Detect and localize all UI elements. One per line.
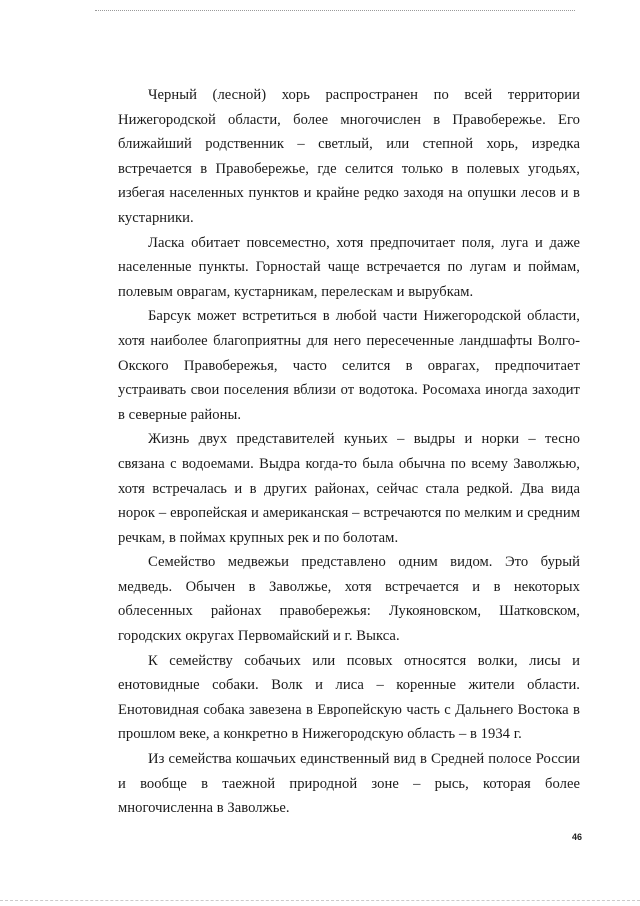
document-body xyxy=(118,83,580,821)
paragraph-ferrets: Черный (лесной) хорь распространен по всей территории Нижегородской области, более многочислен в Правобережье. Его ближайший родственник – светлый, или степной хорь, изредка встречается в Правобережье, где селится только в полевых угодьях, избегая населенных пунктов и крайне редко заходя на опушки лесов и в кустарники. xyxy=(118,87,580,226)
scan-top-edge xyxy=(95,10,575,11)
paragraph-otter-mink: Жизнь двух представителей куньих – выдры и норки – тесно связана с водоемами. Выдра когда-то была обычна по всему Заволжью, хотя встречалась и в других районах, сейчас стала редкой. Два вида норок – европейская и американская – встречаются по мелким и средним речкам, в поймах крупных рек и по болотам. xyxy=(118,431,580,546)
page-number: 46 xyxy=(571,832,582,842)
paragraph-felids: Из семейства кошачьих единственный вид в Средней полосе России и вообще в таежной природной зоне – рысь, которая более многочисленна в Заволжье. xyxy=(118,751,580,817)
paragraph-weasel-ermine: Ласка обитает повсеместно, хотя предпочитает поля, луга и даже населенные пункты. Горностай чаще встречается по лугам и поймам, полевым оврагам, кустарникам, перелескам и вырубкам. xyxy=(118,234,580,300)
scan-bottom-edge xyxy=(0,900,640,906)
paragraph-canids: К семейству собачьих или псовых относятся волки, лисы и енотовидные собаки. Волк и лиса – коренные жители области. Енотовидная собака завезена в Европейскую часть с Дальнего Востока в прошлом веке, а конкретно в Нижегородскую область – в 1934 г. xyxy=(118,652,580,743)
paragraph-bears: Семейство медвежьи представлено одним видом. Это бурый медведь. Обычен в Заволжье, хотя встречается и в некоторых облесенных районах правобережья: Лукояновском, Шатковском, городских округах Первомайский и г. Выкса. xyxy=(118,554,580,645)
paragraph-badger-wolverine: Барсук может встретиться в любой части Нижегородской области, хотя наиболее благоприятны для него пересеченные ландшафты Волго-Окского Правобережья, часто селится в оврагах, предпочитает устраивать свои поселения вблизи от водотока. Росомаха иногда заходит в северные районы. xyxy=(118,308,580,423)
